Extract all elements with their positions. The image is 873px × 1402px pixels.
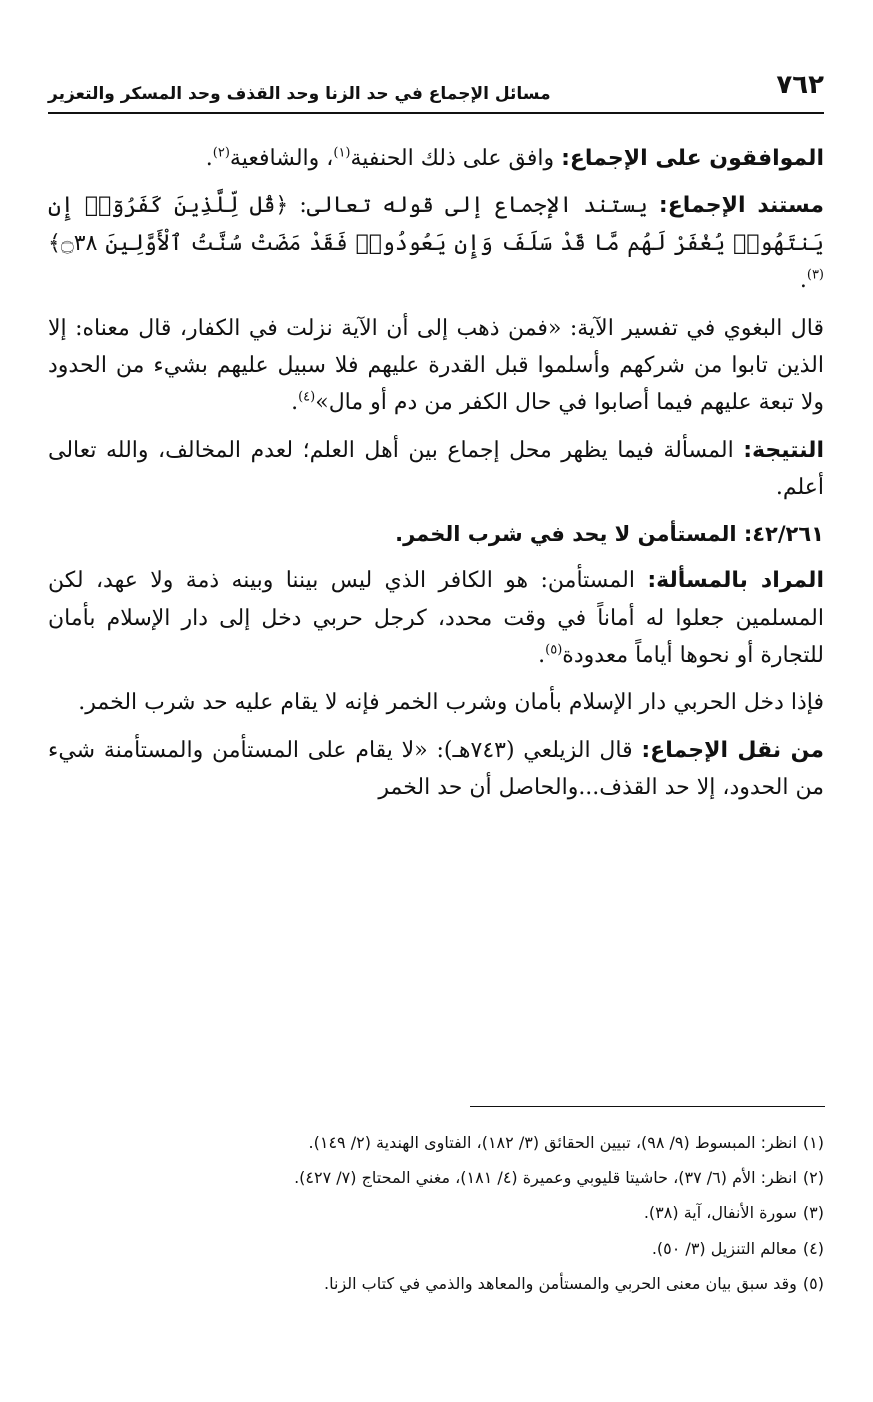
footnote-reference[interactable]: (٣) <box>806 267 824 283</box>
paragraph-label: المراد بالمسألة: <box>647 568 824 594</box>
footnote-reference[interactable]: (٢) <box>212 145 230 161</box>
footnotes <box>48 1125 824 1301</box>
footnote-number: (٤) <box>802 1238 824 1258</box>
footnote-item <box>48 1160 824 1195</box>
paragraph-consensus-transmitters <box>48 732 824 807</box>
paragraph-label: الموافقون على الإجماع: <box>561 146 824 171</box>
footnote-number: (٣) <box>802 1203 824 1223</box>
main-text <box>48 140 824 817</box>
paragraph-label: مستند الإجماع: <box>658 193 825 219</box>
paragraph-text: المسألة فيما يظهر محل إجماع بين أهل العلم؛ لعدم المخالف، والله تعالى أعلم. <box>48 437 824 501</box>
paragraph-text: . <box>291 390 299 416</box>
footnote-text: معالم التنزيل (٣/ ٥٠). <box>651 1238 797 1258</box>
paragraph-ruling <box>48 684 824 721</box>
footnote-item <box>48 1125 824 1160</box>
paragraph-text: فإذا دخل الحربي دار الإسلام بأمان وشرب الخمر فإنه لا يقام عليه حد شرب الخمر. <box>78 690 824 716</box>
paragraph-agreeing-scholars <box>48 140 824 177</box>
footnote-text: انظر: المبسوط (٩/ ٩٨)، تبيين الحقائق (٣/ ١٨٢)، الفتاوى الهندية (٢/ ١٤٩). <box>308 1133 797 1152</box>
quran-verse: ﴿قُل لِّلَّذِينَ كَفَرُوٓا۟ إِن يَنتَهُوا۟ يُغْفَرْ لَهُم مَّا قَدْ سَلَفَ وَإِن يَعُودُوا۟ فَقَدْ مَضَتْ سُنَّتُ ٱلْأَوَّلِينَ ۝٣٨﴾ <box>48 193 824 256</box>
footnote-number: (٥) <box>802 1273 824 1293</box>
paragraph-consensus-basis <box>48 187 824 299</box>
paragraph-text: ، والشافعية <box>229 146 334 171</box>
paragraph-issue-meaning <box>48 562 824 674</box>
paragraph-result <box>48 432 824 507</box>
issue-heading: ٤٢/٢٦١: المستأمن لا يحد في شرب الخمر. <box>395 521 824 546</box>
running-title: مسائل الإجماع في حد الزنا وحد القذف وحد المسكر والتعزير <box>48 84 551 104</box>
paragraph-text: . <box>205 146 213 171</box>
paragraph-text: قال البغوي في تفسير الآية: «فمن ذهب إلى أن الآية نزلت في الكفار، قال معناه: إلا الذين تابوا من شركهم وأسلموا قبل القدرة عليهم فلا سبيل عليهم بشيء من الحدود ولا تبعة عليهم فيما أصابوا في حال الكفر من دم أو مال» <box>48 315 824 416</box>
paragraph-label: النتيجة: <box>743 437 824 463</box>
footnote-divider <box>470 1106 825 1107</box>
paragraph-text: . <box>799 268 807 294</box>
footnote-reference[interactable]: (١) <box>333 145 351 161</box>
footnote-text: سورة الأنفال، آية (٣٨). <box>643 1203 797 1223</box>
footnote-item <box>48 1231 824 1266</box>
footnote-number: (٢) <box>802 1168 824 1188</box>
paragraph-text: . <box>538 642 546 668</box>
footnote-reference[interactable]: (٥) <box>545 642 563 658</box>
page-number: ٧٦٢ <box>776 70 824 100</box>
paragraph-text: المستأمن: هو الكافر الذي ليس بيننا وبينه ذمة ولا عهد، لكن المسلمين جعلوا له أماناً في وقت محدد، كرجل حربي دخل إلى دار الإسلام بأمان للتجارة أو نحوها أياماً معدودة <box>48 568 824 668</box>
footnote-number: (١) <box>802 1133 824 1152</box>
footnote-reference[interactable]: (٤) <box>298 390 316 406</box>
footnote-text: انظر: الأم (٦/ ٣٧)، حاشيتا قليوبي وعميرة (٤/ ١٨١)، مغني المحتاج (٧/ ٤٢٧). <box>294 1168 797 1188</box>
paragraph-text: يستند الإجماع إلى قوله تعالى: <box>288 193 659 219</box>
paragraph-baghawi-quote <box>48 310 824 422</box>
page-header <box>48 62 824 114</box>
paragraph-label: من نقل الإجماع: <box>641 737 825 763</box>
paragraph-text: قال الزيلعي (٧٤٣هـ): «لا يقام على المستأمن والمستأمنة شيء من الحدود، إلا حد القذف...والحاصل أن حد الخمر <box>48 737 824 801</box>
footnote-item <box>48 1195 824 1230</box>
footnote-text: وقد سبق بيان معنى الحربي والمستأمن والمعاهد والذمي في كتاب الزنا. <box>324 1273 797 1293</box>
footnote-item <box>48 1266 824 1301</box>
paragraph-text: وافق على ذلك الحنفية <box>350 146 562 171</box>
